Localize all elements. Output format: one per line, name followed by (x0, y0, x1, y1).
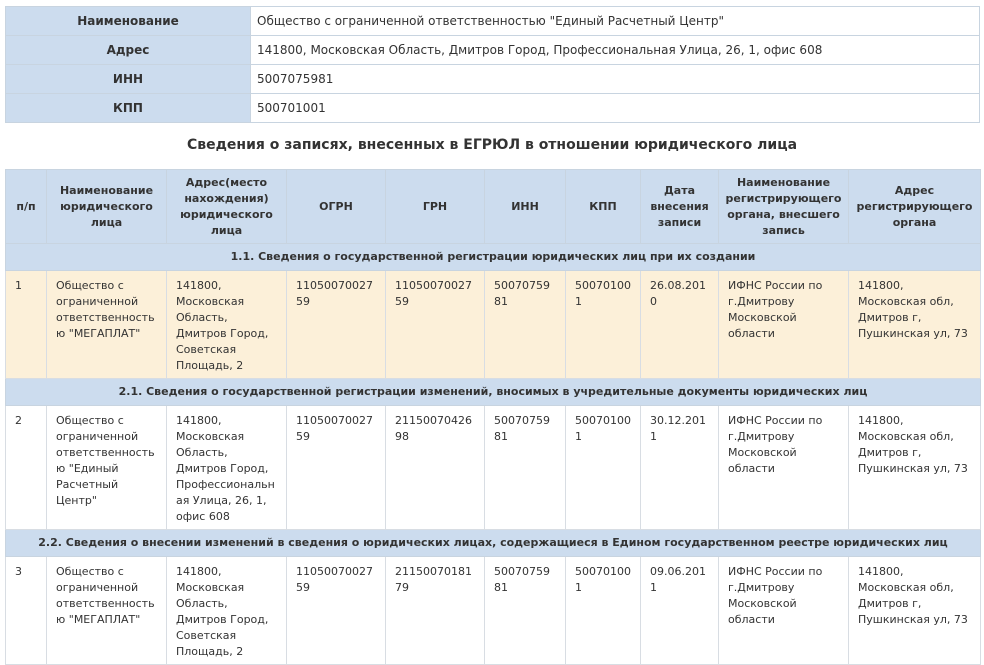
section-title: 1.1. Сведения о государственной регистрации юридических лиц при их создании (6, 244, 981, 271)
cell-name: Общество с ограниченной ответственностью "МЕГАПЛАТ" (47, 557, 167, 665)
table-row[interactable] (6, 406, 981, 530)
cell-address: 141800, Московская Область, Дмитров Город, Профессиональная Улица, 26, 1, офис 608 (167, 406, 287, 530)
cell-inn: 5007075981 (485, 271, 566, 379)
section-row (6, 379, 981, 406)
cell-org: ИФНС России по г.Дмитрову Московской области (719, 271, 849, 379)
cell-num: 2 (6, 406, 47, 530)
cell-org-address: 141800, Московская обл, Дмитров г, Пушкинская ул, 73 (849, 557, 981, 665)
table-row[interactable] (6, 557, 981, 665)
header-num: п/п (6, 170, 47, 244)
cell-kpp: 500701001 (566, 271, 641, 379)
table-row[interactable] (6, 271, 981, 379)
info-label: ИНН (6, 65, 251, 94)
cell-date: 26.08.2010 (641, 271, 719, 379)
header-org-address: Адрес регистрирующего органа (849, 170, 981, 244)
cell-ogrn: 1105007002759 (287, 271, 386, 379)
cell-kpp: 500701001 (566, 406, 641, 530)
cell-num: 3 (6, 557, 47, 665)
cell-date: 09.06.2011 (641, 557, 719, 665)
header-name: Наименование юридического лица (47, 170, 167, 244)
cell-ogrn: 1105007002759 (287, 406, 386, 530)
cell-date: 30.12.2011 (641, 406, 719, 530)
egrul-records-table (5, 169, 981, 665)
cell-num: 1 (6, 271, 47, 379)
section-heading: Сведения о записях, внесенных в ЕГРЮЛ в отношении юридического лица (186, 137, 798, 153)
info-value: 500701001 (251, 94, 980, 123)
table-header-row (6, 170, 981, 244)
info-row-name (6, 7, 980, 36)
cell-org-address: 141800, Московская обл, Дмитров г, Пушкинская ул, 73 (849, 406, 981, 530)
cell-grn: 1105007002759 (386, 271, 485, 379)
info-label: Адрес (6, 36, 251, 65)
section-title: 2.1. Сведения о государственной регистрации изменений, вносимых в учредительные документы юридических лиц (6, 379, 981, 406)
cell-address: 141800, Московская Область, Дмитров Город, Советская Площадь, 2 (167, 557, 287, 665)
info-value: Общество с ограниченной ответственностью "Единый Расчетный Центр" (251, 7, 980, 36)
info-row-kpp (6, 94, 980, 123)
info-value: 5007075981 (251, 65, 980, 94)
info-row-inn (6, 65, 980, 94)
header-ogrn: ОГРН (287, 170, 386, 244)
cell-inn: 5007075981 (485, 557, 566, 665)
cell-inn: 5007075981 (485, 406, 566, 530)
header-org: Наименование регистрирующего органа, внесшего запись (719, 170, 849, 244)
cell-org-address: 141800, Московская обл, Дмитров г, Пушкинская ул, 73 (849, 271, 981, 379)
cell-name: Общество с ограниченной ответственностью "Единый Расчетный Центр" (47, 406, 167, 530)
info-row-address (6, 36, 980, 65)
section-title: 2.2. Сведения о внесении изменений в сведения о юридических лицах, содержащиеся в Едином государственном реестре юридических лиц (6, 530, 981, 557)
info-label: Наименование (6, 7, 251, 36)
header-date: Дата внесения записи (641, 170, 719, 244)
cell-org: ИФНС России по г.Дмитрову Московской области (719, 406, 849, 530)
header-inn: ИНН (485, 170, 566, 244)
section-row (6, 244, 981, 271)
company-info-table (5, 6, 980, 123)
info-label: КПП (6, 94, 251, 123)
header-grn: ГРН (386, 170, 485, 244)
cell-grn: 2115007018179 (386, 557, 485, 665)
cell-address: 141800, Московская Область, Дмитров Город, Советская Площадь, 2 (167, 271, 287, 379)
header-kpp: КПП (566, 170, 641, 244)
cell-ogrn: 1105007002759 (287, 557, 386, 665)
cell-kpp: 500701001 (566, 557, 641, 665)
info-value: 141800, Московская Область, Дмитров Город, Профессиональная Улица, 26, 1, офис 608 (251, 36, 980, 65)
cell-org: ИФНС России по г.Дмитрову Московской области (719, 557, 849, 665)
section-row (6, 530, 981, 557)
header-address: Адрес(место нахождения) юридического лица (167, 170, 287, 244)
cell-name: Общество с ограниченной ответственностью "МЕГАПЛАТ" (47, 271, 167, 379)
cell-grn: 2115007042698 (386, 406, 485, 530)
